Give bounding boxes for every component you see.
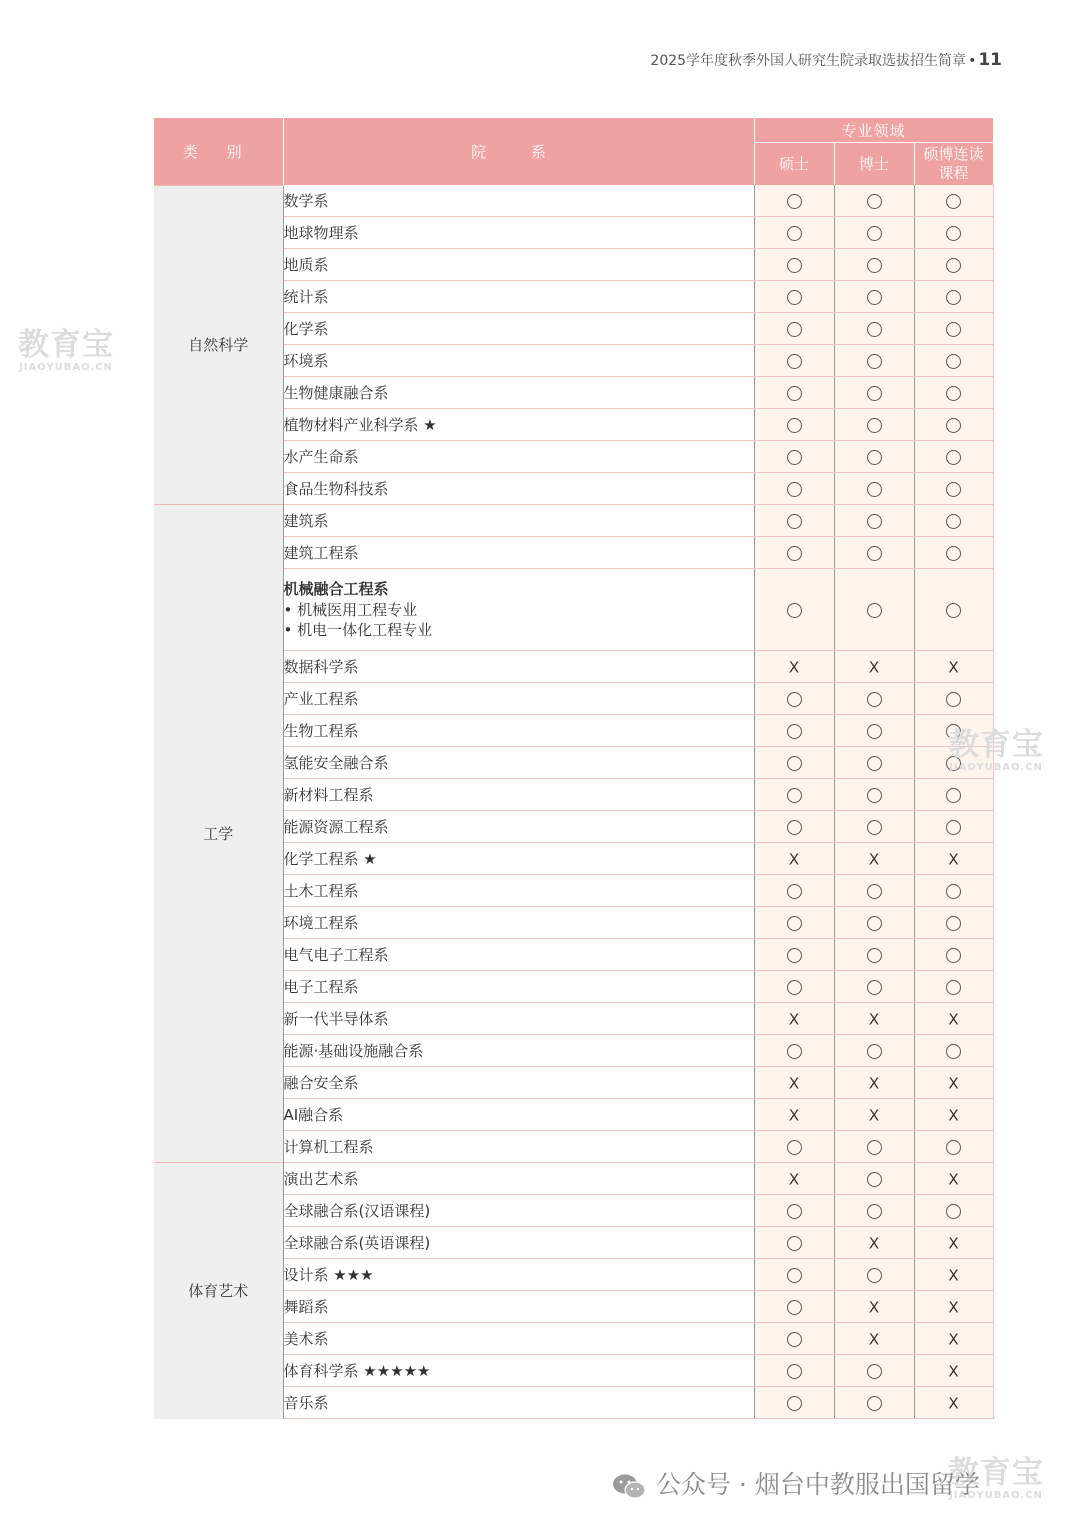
- x-mark: X: [788, 1010, 800, 1029]
- department-cell: 氢能安全融合系: [283, 747, 754, 779]
- circle-mark: [946, 290, 961, 305]
- department-cell: 能源·基础设施融合系: [283, 1035, 754, 1067]
- department-cell: 水产生命系: [283, 441, 754, 473]
- doctor-cell: [834, 377, 914, 409]
- combined-cell: [914, 409, 993, 441]
- circle-mark: [946, 482, 961, 497]
- circle-mark: [946, 514, 961, 529]
- page-number: 11: [978, 50, 1002, 70]
- header-master: 硕士: [754, 143, 834, 186]
- doctor-cell: [834, 249, 914, 281]
- master-cell: [754, 1291, 834, 1323]
- doctor-cell: [834, 939, 914, 971]
- combined-cell: [914, 939, 993, 971]
- category-cell: 自然科学: [154, 185, 283, 505]
- circle-mark: [787, 724, 802, 739]
- circle-mark: [946, 603, 961, 618]
- circle-mark: [787, 1332, 802, 1347]
- master-cell: [754, 377, 834, 409]
- doctor-cell: [834, 747, 914, 779]
- circle-mark: [787, 354, 802, 369]
- circle-mark: [867, 194, 882, 209]
- x-mark: X: [948, 1330, 959, 1349]
- admissions-table: [154, 118, 994, 1419]
- master-cell: [754, 843, 834, 875]
- master-cell: [754, 651, 834, 683]
- circle-mark: [867, 290, 882, 305]
- department-cell: 建筑工程系: [283, 537, 754, 569]
- circle-mark: [867, 1364, 882, 1379]
- circle-mark: [867, 386, 882, 401]
- circle-mark: [787, 948, 802, 963]
- doctor-cell: [834, 843, 914, 875]
- x-mark: X: [868, 850, 880, 869]
- department-cell: 食品生物科技系: [283, 473, 754, 505]
- department-cell: 设计系 ★★★: [283, 1259, 754, 1291]
- department-cell: 植物材料产业科学系 ★: [283, 409, 754, 441]
- x-mark: X: [948, 1362, 959, 1381]
- master-cell: [754, 1163, 834, 1195]
- master-cell: [754, 569, 834, 651]
- master-cell: [754, 1195, 834, 1227]
- doctor-cell: [834, 185, 914, 217]
- combined-cell: [914, 651, 993, 683]
- master-cell: [754, 1355, 834, 1387]
- header-title: 2025学年度秋季外国人研究生院录取选拔招生简章: [650, 53, 967, 69]
- master-cell: [754, 345, 834, 377]
- department-cell: AI融合系: [283, 1099, 754, 1131]
- doctor-cell: [834, 569, 914, 651]
- department-cell: 统计系: [283, 281, 754, 313]
- master-cell: [754, 441, 834, 473]
- department-cell: 化学工程系 ★: [283, 843, 754, 875]
- category-cell: 工学: [154, 505, 283, 1163]
- master-cell: [754, 907, 834, 939]
- department-cell: 地球物理系: [283, 217, 754, 249]
- circle-mark: [867, 948, 882, 963]
- watermark-bottom: 教育宝 JIAOYUBAO.CN: [948, 1455, 1044, 1501]
- watermark-left: 教育宝 JIAOYUBAO.CN: [18, 327, 114, 373]
- circle-mark: [867, 820, 882, 835]
- watermark-right: 教育宝 JIAOYUBAO.CN: [948, 727, 1044, 773]
- circle-mark: [867, 788, 882, 803]
- combined-cell: [914, 281, 993, 313]
- department-cell: 计算机工程系: [283, 1131, 754, 1163]
- circle-mark: [946, 884, 961, 899]
- x-mark: X: [948, 658, 959, 677]
- footer: [612, 1465, 980, 1501]
- x-mark: X: [868, 1298, 880, 1317]
- doctor-cell: [834, 1035, 914, 1067]
- circle-mark: [787, 1204, 802, 1219]
- circle-mark: [867, 1140, 882, 1155]
- circle-mark: [787, 482, 802, 497]
- department-cell: 新一代半导体系: [283, 1003, 754, 1035]
- circle-mark: [867, 884, 882, 899]
- master-cell: [754, 1067, 834, 1099]
- combined-cell: [914, 971, 993, 1003]
- circle-mark: [946, 1140, 961, 1155]
- department-cell: 体育科学系 ★★★★★: [283, 1355, 754, 1387]
- combined-cell: [914, 1099, 993, 1131]
- combined-cell: [914, 907, 993, 939]
- master-cell: [754, 1227, 834, 1259]
- circle-mark: [787, 226, 802, 241]
- combined-cell: [914, 1291, 993, 1323]
- master-cell: [754, 715, 834, 747]
- circle-mark: [946, 450, 961, 465]
- circle-mark: [867, 1396, 882, 1411]
- combined-cell: [914, 1035, 993, 1067]
- department-cell: 产业工程系: [283, 683, 754, 715]
- x-mark: X: [868, 1234, 880, 1253]
- circle-mark: [787, 820, 802, 835]
- circle-mark: [787, 980, 802, 995]
- circle-mark: [787, 546, 802, 561]
- master-cell: [754, 875, 834, 907]
- combined-cell: [914, 1067, 993, 1099]
- circle-mark: [946, 692, 961, 707]
- combined-cell: [914, 473, 993, 505]
- doctor-cell: [834, 1163, 914, 1195]
- circle-mark: [946, 788, 961, 803]
- doctor-cell: [834, 1387, 914, 1419]
- combined-cell: [914, 249, 993, 281]
- combined-cell: [914, 1163, 993, 1195]
- x-mark: X: [868, 1106, 880, 1125]
- combined-cell: [914, 683, 993, 715]
- master-cell: [754, 1099, 834, 1131]
- header-field: 专业领域: [754, 118, 993, 143]
- circle-mark: [867, 322, 882, 337]
- x-mark: X: [868, 1074, 880, 1093]
- combined-cell: [914, 569, 993, 651]
- combined-cell: [914, 537, 993, 569]
- circle-mark: [867, 692, 882, 707]
- doctor-cell: [834, 1291, 914, 1323]
- circle-mark: [867, 546, 882, 561]
- circle-mark: [787, 322, 802, 337]
- combined-cell: [914, 811, 993, 843]
- master-cell: [754, 1387, 834, 1419]
- circle-mark: [867, 482, 882, 497]
- department-name: 机械融合工程系: [283, 580, 389, 598]
- combined-cell: [914, 1195, 993, 1227]
- x-mark: X: [868, 1330, 880, 1349]
- master-cell: [754, 1323, 834, 1355]
- circle-mark: [787, 1300, 802, 1315]
- x-mark: X: [948, 1234, 959, 1253]
- doctor-cell: [834, 537, 914, 569]
- department-cell: 数据科学系: [283, 651, 754, 683]
- x-mark: X: [788, 850, 800, 869]
- doctor-cell: [834, 907, 914, 939]
- doctor-cell: [834, 313, 914, 345]
- header-category: 类 别: [154, 118, 283, 185]
- doctor-cell: [834, 345, 914, 377]
- table-row: [154, 185, 993, 217]
- combined-cell: [914, 875, 993, 907]
- doctor-cell: [834, 1067, 914, 1099]
- circle-mark: [946, 1204, 961, 1219]
- master-cell: [754, 1131, 834, 1163]
- department-cell: 融合安全系: [283, 1067, 754, 1099]
- circle-mark: [946, 916, 961, 931]
- combined-cell: [914, 505, 993, 537]
- doctor-cell: [834, 651, 914, 683]
- x-mark: X: [948, 1170, 959, 1189]
- combined-cell: [914, 1259, 993, 1291]
- circle-mark: [787, 1140, 802, 1155]
- circle-mark: [787, 788, 802, 803]
- master-cell: [754, 409, 834, 441]
- circle-mark: [867, 603, 882, 618]
- combined-cell: [914, 779, 993, 811]
- doctor-cell: [834, 409, 914, 441]
- circle-mark: [946, 1044, 961, 1059]
- master-cell: [754, 1259, 834, 1291]
- circle-mark: [946, 322, 961, 337]
- circle-mark: [867, 258, 882, 273]
- doctor-cell: [834, 779, 914, 811]
- combined-cell: [914, 1003, 993, 1035]
- doctor-cell: [834, 441, 914, 473]
- doctor-cell: [834, 217, 914, 249]
- department-cell: 音乐系: [283, 1387, 754, 1419]
- department-cell: 化学系: [283, 313, 754, 345]
- circle-mark: [787, 418, 802, 433]
- circle-mark: [946, 258, 961, 273]
- x-mark: X: [868, 658, 880, 677]
- master-cell: [754, 747, 834, 779]
- doctor-cell: [834, 1259, 914, 1291]
- master-cell: [754, 811, 834, 843]
- table-row: [154, 505, 993, 537]
- department-cell: 生物健康融合系: [283, 377, 754, 409]
- combined-cell: [914, 1323, 993, 1355]
- master-cell: [754, 779, 834, 811]
- master-cell: [754, 537, 834, 569]
- department-cell: 地质系: [283, 249, 754, 281]
- circle-mark: [946, 386, 961, 401]
- master-cell: [754, 939, 834, 971]
- master-cell: [754, 217, 834, 249]
- circle-mark: [787, 1396, 802, 1411]
- header-separator: •: [968, 53, 977, 69]
- x-mark: X: [948, 1074, 959, 1093]
- doctor-cell: [834, 875, 914, 907]
- circle-mark: [946, 820, 961, 835]
- doctor-cell: [834, 1099, 914, 1131]
- combined-cell: [914, 843, 993, 875]
- x-mark: X: [788, 1170, 800, 1189]
- circle-mark: [787, 756, 802, 771]
- circle-mark: [946, 546, 961, 561]
- circle-mark: [867, 756, 882, 771]
- circle-mark: [867, 1204, 882, 1219]
- circle-mark: [787, 884, 802, 899]
- circle-mark: [946, 226, 961, 241]
- x-mark: X: [788, 1074, 800, 1093]
- header-combined: 硕博连读课程: [914, 143, 993, 186]
- doctor-cell: [834, 1131, 914, 1163]
- circle-mark: [787, 1364, 802, 1379]
- doctor-cell: [834, 1323, 914, 1355]
- circle-mark: [787, 450, 802, 465]
- footer-text: 公众号 · 烟台中教服出国留学: [656, 1470, 980, 1499]
- doctor-cell: [834, 683, 914, 715]
- circle-mark: [867, 1172, 882, 1187]
- circle-mark: [867, 1044, 882, 1059]
- department-cell: 电子工程系: [283, 971, 754, 1003]
- circle-mark: [946, 980, 961, 995]
- page-header: [650, 50, 1002, 70]
- circle-mark: [946, 354, 961, 369]
- circle-mark: [946, 194, 961, 209]
- department-cell: 演出艺术系: [283, 1163, 754, 1195]
- department-cell: 电气电子工程系: [283, 939, 754, 971]
- department-cell: 环境工程系: [283, 907, 754, 939]
- master-cell: [754, 1035, 834, 1067]
- category-cell: 体育艺术: [154, 1163, 283, 1419]
- department-cell: 全球融合系(汉语课程): [283, 1195, 754, 1227]
- circle-mark: [867, 226, 882, 241]
- x-mark: X: [948, 1106, 959, 1125]
- circle-mark: [867, 418, 882, 433]
- circle-mark: [867, 450, 882, 465]
- circle-mark: [787, 386, 802, 401]
- combined-cell: [914, 1131, 993, 1163]
- combined-cell: [914, 185, 993, 217]
- master-cell: [754, 185, 834, 217]
- combined-cell: [914, 1355, 993, 1387]
- table-row: [154, 1163, 993, 1195]
- combined-cell: [914, 1387, 993, 1419]
- department-specialty: • 机械医用工程专业: [283, 601, 418, 619]
- header-doctor: 博士: [834, 143, 914, 186]
- department-cell: 环境系: [283, 345, 754, 377]
- master-cell: [754, 971, 834, 1003]
- x-mark: X: [788, 658, 800, 677]
- combined-cell: [914, 217, 993, 249]
- table-body: [154, 185, 993, 1419]
- circle-mark: [787, 692, 802, 707]
- circle-mark: [867, 724, 882, 739]
- master-cell: [754, 249, 834, 281]
- department-cell: [283, 569, 754, 651]
- department-cell: 新材料工程系: [283, 779, 754, 811]
- doctor-cell: [834, 971, 914, 1003]
- master-cell: [754, 1003, 834, 1035]
- master-cell: [754, 683, 834, 715]
- circle-mark: [787, 194, 802, 209]
- x-mark: X: [788, 1106, 800, 1125]
- header-department: 院 系: [283, 118, 754, 185]
- circle-mark: [867, 916, 882, 931]
- doctor-cell: [834, 1227, 914, 1259]
- master-cell: [754, 505, 834, 537]
- circle-mark: [946, 948, 961, 963]
- doctor-cell: [834, 1195, 914, 1227]
- master-cell: [754, 313, 834, 345]
- x-mark: X: [868, 1010, 880, 1029]
- circle-mark: [787, 1044, 802, 1059]
- circle-mark: [787, 290, 802, 305]
- doctor-cell: [834, 811, 914, 843]
- x-mark: X: [948, 1266, 959, 1285]
- master-cell: [754, 281, 834, 313]
- department-cell: 舞蹈系: [283, 1291, 754, 1323]
- circle-mark: [787, 603, 802, 618]
- department-cell: 数学系: [283, 185, 754, 217]
- combined-cell: [914, 313, 993, 345]
- department-cell: 生物工程系: [283, 715, 754, 747]
- circle-mark: [867, 354, 882, 369]
- circle-mark: [867, 514, 882, 529]
- combined-cell: [914, 345, 993, 377]
- doctor-cell: [834, 505, 914, 537]
- department-cell: 建筑系: [283, 505, 754, 537]
- department-cell: 土木工程系: [283, 875, 754, 907]
- x-mark: X: [948, 850, 959, 869]
- department-cell: 美术系: [283, 1323, 754, 1355]
- master-cell: [754, 473, 834, 505]
- circle-mark: [787, 916, 802, 931]
- doctor-cell: [834, 1355, 914, 1387]
- circle-mark: [867, 1268, 882, 1283]
- circle-mark: [946, 418, 961, 433]
- doctor-cell: [834, 473, 914, 505]
- doctor-cell: [834, 1003, 914, 1035]
- circle-mark: [787, 1268, 802, 1283]
- department-cell: 全球融合系(英语课程): [283, 1227, 754, 1259]
- wechat-icon: [612, 1473, 646, 1499]
- doctor-cell: [834, 281, 914, 313]
- circle-mark: [787, 514, 802, 529]
- department-cell: 能源资源工程系: [283, 811, 754, 843]
- combined-cell: [914, 441, 993, 473]
- combined-cell: [914, 1227, 993, 1259]
- combined-cell: [914, 377, 993, 409]
- doctor-cell: [834, 715, 914, 747]
- circle-mark: [787, 1236, 802, 1251]
- circle-mark: [787, 258, 802, 273]
- department-specialty: • 机电一体化工程专业: [283, 621, 433, 639]
- circle-mark: [867, 980, 882, 995]
- x-mark: X: [948, 1010, 959, 1029]
- x-mark: X: [948, 1298, 959, 1317]
- x-mark: X: [948, 1394, 959, 1413]
